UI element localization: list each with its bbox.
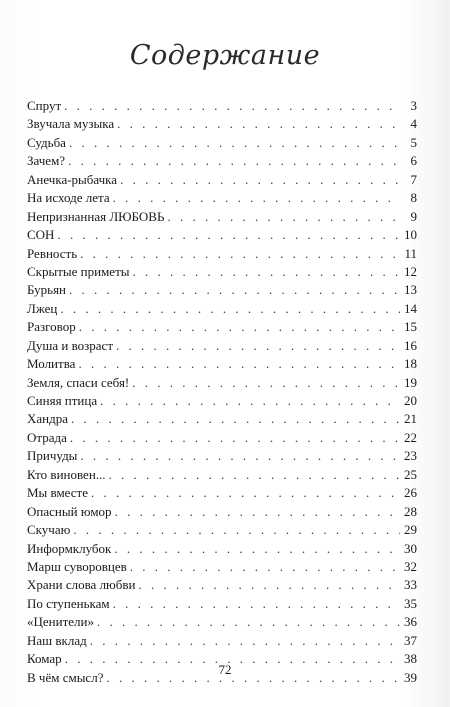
toc-leader-dots: [113, 595, 400, 613]
toc-entry-page: 19: [404, 374, 417, 390]
toc-entry: [27, 208, 417, 226]
toc-entry-page: 18: [404, 356, 417, 372]
toc-leader-dots: [100, 392, 400, 410]
toc-leader-dots: [132, 374, 400, 392]
toc-leader-dots: [64, 97, 400, 115]
toc-leader-dots: [138, 576, 400, 594]
toc-entry: [27, 410, 417, 428]
toc-entry-page: 25: [404, 466, 417, 482]
toc-entry: [27, 595, 417, 613]
toc-entry: [27, 392, 417, 410]
toc-entry-title: Синяя птица: [27, 393, 98, 408]
toc-entry-page: 4: [410, 116, 417, 132]
toc-entry: [27, 152, 417, 170]
toc-entry: [27, 374, 417, 392]
toc-entry: [27, 281, 417, 299]
toc-leader-dots: [167, 208, 400, 226]
toc-leader-dots: [132, 263, 400, 281]
toc-entry-title: Разговор: [27, 319, 76, 335]
toc-entry-page: 14: [404, 300, 417, 316]
toc-entry: [27, 300, 417, 318]
toc-entry-title: Звучала музыка: [27, 116, 115, 132]
toc-leader-dots: [60, 300, 400, 318]
toc-leader-dots: [70, 429, 400, 447]
toc-leader-dots: [73, 521, 400, 539]
toc-entry-page: 23: [404, 448, 417, 464]
toc-entry-title: Непризнанная ЛЮБОВЬ: [27, 208, 165, 224]
toc-leader-dots: [90, 632, 400, 650]
toc-entry-title: «Ценители»: [27, 614, 94, 630]
toc-leader-dots: [69, 281, 400, 299]
toc-entry-page: 30: [404, 540, 417, 556]
toc-entry: [27, 576, 417, 594]
toc-entry-page: 20: [404, 393, 417, 408]
toc-entry-page: 38: [404, 651, 417, 667]
toc-entry: [27, 97, 417, 115]
toc-leader-dots: [57, 226, 400, 244]
toc-entry: [27, 355, 417, 373]
toc-leader-dots: [69, 134, 400, 152]
toc-leader-dots: [114, 540, 400, 558]
toc-leader-dots: [91, 484, 400, 502]
toc-leader-dots: [130, 558, 400, 576]
toc-entry-title: Мы вместе: [27, 485, 89, 501]
toc-entry-page: 36: [404, 614, 417, 630]
toc-entry-title: Бурьян: [27, 282, 67, 298]
toc-entry-page: 22: [404, 429, 417, 445]
toc-entry-title: Ревность: [27, 245, 78, 261]
toc-entry-title: Информклубок: [27, 540, 112, 556]
toc-entry-title: Земля, спаси себя!: [27, 374, 130, 390]
toc-leader-dots: [109, 466, 400, 484]
toc-entry-title: Молитва: [27, 356, 76, 372]
page-number: 72: [218, 662, 232, 677]
toc-entry-page: 35: [404, 595, 417, 611]
toc-leader-dots: [120, 171, 400, 189]
toc-entry-title: Кто виновен...: [27, 466, 106, 482]
toc-entry-title: Отрада: [27, 429, 67, 445]
toc-entry-title: Комар: [27, 651, 62, 667]
toc-entry: [27, 245, 417, 263]
toc-entry-title: Причуды: [27, 448, 78, 464]
toc-entry: [27, 226, 417, 244]
toc-entry-page: 15: [404, 319, 417, 335]
toc-entry-page: 28: [404, 503, 417, 519]
toc-entry-page: 29: [404, 522, 417, 538]
toc-entry-page: 10: [404, 227, 417, 243]
toc-entry-title: Спрут: [27, 98, 62, 113]
toc-entry-page: 13: [404, 282, 417, 298]
toc-entry-page: 12: [404, 263, 417, 279]
toc-leader-dots: [78, 355, 400, 373]
toc-entry: [27, 503, 417, 521]
toc-leader-dots: [97, 613, 400, 631]
toc-entry-title: На исходе лета: [27, 190, 110, 206]
toc-entry: [27, 632, 417, 650]
toc-leader-dots: [68, 152, 400, 170]
toc-leader-dots: [71, 410, 400, 428]
toc-entry-page: 11: [404, 245, 417, 261]
toc-entry-page: 26: [404, 485, 417, 501]
toc-entry-title: СОН: [27, 227, 55, 243]
toc-entry: [27, 521, 417, 539]
toc-leader-dots: [80, 245, 400, 263]
toc-entry: [27, 429, 417, 447]
toc-entry: [27, 337, 417, 355]
toc-entry-title: Марш суворовцев: [27, 558, 127, 574]
toc-entry: [27, 613, 417, 631]
toc-entry: [27, 540, 417, 558]
toc-entry: [27, 134, 417, 152]
toc-entry-page: 6: [410, 153, 417, 169]
toc-entry-page: 8: [410, 190, 417, 206]
toc-entry-page: 3: [410, 98, 417, 113]
toc-entry-page: 32: [404, 558, 417, 574]
toc-entry-title: В чём смысл?: [27, 669, 104, 685]
toc-entry-title: Скучаю: [27, 522, 71, 538]
toc-entry: [27, 466, 417, 484]
toc-entry-title: Судьба: [27, 134, 66, 150]
toc-entry: [27, 447, 417, 465]
toc-entry: [27, 171, 417, 189]
toc-entry-page: 16: [404, 337, 417, 353]
toc-entry-title: Скрытые приметы: [27, 263, 130, 279]
toc-entry-title: Душа и возраст: [27, 337, 114, 353]
toc-entry-page: 39: [404, 669, 417, 685]
toc-entry-title: Храни слова любви: [27, 577, 136, 593]
toc-entry-page: 37: [404, 632, 417, 648]
toc-leader-dots: [113, 189, 400, 207]
toc-entry: [27, 115, 417, 133]
toc-leader-dots: [117, 115, 400, 133]
toc-leader-dots: [80, 447, 400, 465]
toc-leader-dots: [116, 337, 400, 355]
toc-entry-title: Хандра: [27, 411, 68, 427]
toc-entry-title: Зачем?: [27, 153, 66, 169]
toc-entry: [27, 263, 417, 281]
toc-entry-title: Опасный юмор: [27, 503, 112, 519]
toc-leader-dots: [115, 503, 400, 521]
toc-entry-title: По ступенькам: [27, 595, 110, 611]
table-of-contents: [27, 97, 417, 687]
toc-entry-page: 9: [410, 208, 417, 224]
toc-leader-dots: [79, 318, 400, 336]
toc-entry-title: Лжец: [27, 300, 58, 316]
toc-entry: [27, 189, 417, 207]
toc-entry: [27, 484, 417, 502]
toc-entry-page: 33: [404, 577, 417, 593]
toc-entry: [27, 558, 417, 576]
toc-entry-page: 5: [410, 134, 417, 150]
toc-entry-title: Анечка-рыбачка: [27, 171, 118, 187]
toc-entry-title: Наш вклад: [27, 632, 87, 648]
page-title: Содержание: [129, 40, 321, 71]
toc-entry: [27, 318, 417, 336]
toc-entry-page: 7: [410, 171, 417, 187]
toc-entry-page: 21: [404, 411, 417, 427]
